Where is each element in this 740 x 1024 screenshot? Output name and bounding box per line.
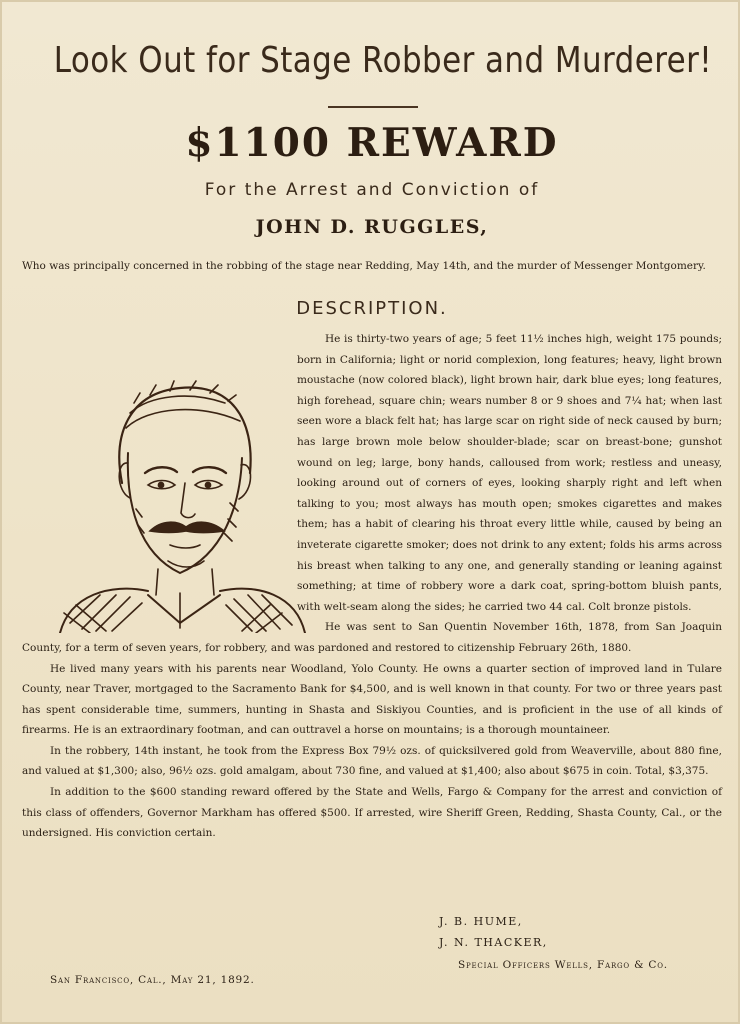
description-text-1: He is thirty-two years of age; 5 feet 11½ inches high, weight 175 pounds; born in California; light or norid complexion, long features; heavy, light brown moustache (now colored black), light brown hair, dark blue eyes; long features, high forehead, square chin; wears number 8 or 9 shoes and 7¼ hat; when last seen wore a black felt hat; has large scar on right side of neck caused by burn; has large brown mole below shoulder-blade; scar on breast-bone; gunshot wound on leg; large, bony hands, calloused from work; restless and uneasy, looking around out of corners of eyes, looking sharply right and left when talking to you; most always has mouth open; smokes cigarettes and makes them; has a habit of clearing his throat every little while, caused by being an inveterate cigarette smoker; does not drink to any extent; folds his arms across his breast when talking to any one, and generally standing or leaning against something; at time of robbery wore a dark coat, spring-bottom bluish pants, with welt-seam along the sides; he carried two 44 cal. Colt bronze pistols. [297,333,722,613]
subheadline: For the Arrest and Conviction of [204,180,540,200]
signature-hume: J. B. HUME, [439,915,523,928]
description-paragraph-1 [22,329,722,617]
description-paragraph-2: He was sent to San Quentin November 16th, 1878, from San Joaquin County, for a term of seven years, for robbery, and was pardoned and restored to citizenship February 26th, 1880. [22,621,722,654]
reward-amount: $1100 REWARD [185,120,559,166]
headline: Look Out for Stage Robber and Murderer! [53,40,713,81]
divider-rule [328,106,418,108]
signature-thacker: J. N. THACKER, [439,936,548,949]
officers-title: Special Officers Wells, Fargo & Co. [458,959,668,971]
description-paragraph-4: In the robbery, 14th instant, he took from the Express Box 79½ ozs. of quicksilvered gold from Weaverville, about 880 fine, and valued at $1,300; also, 96½ ozs. gold amalgam, about 730 fine, and valued at $1,400; also about $675 in coin. Total, $3,375. [22,744,722,778]
wanted-name: JOHN D. RUGGLES, [255,216,489,238]
portrait-icon [2,333,287,633]
dateline: San Francisco, Cal., May 21, 1892. [50,974,255,986]
description-title: DESCRIPTION. [296,298,448,319]
description-paragraph-5: In addition to the $600 standing reward offered by the State and Wells, Fargo & Company for the arrest and conviction of this class of offenders, Governor Markham has offered $500. If arrested, wire Sheriff Green, Redding, Shasta County, Cal., or the undersigned. His conviction certain. [22,786,722,840]
description-body [22,329,722,844]
description-paragraph-3: He lived many years with his parents near Woodland, Yolo County. He owns a quarter section of improved land in Tulare County, near Traver, mortgaged to the Sacramento Bank for $4,500, and is well known in that county. For two or three years past has spent considerable time, summers, hunting in Shasta and Siskiyou Counties, and is proficient in the use of all kinds of firearms. He is an extraordinary footman, and can outtravel a horse on mountains; is a thorough mountaineer. [22,662,722,737]
intro-paragraph: Who was principally concerned in the robbing of the stage near Redding, May 14th, and the murder of Messenger Montgomery. [22,260,706,272]
